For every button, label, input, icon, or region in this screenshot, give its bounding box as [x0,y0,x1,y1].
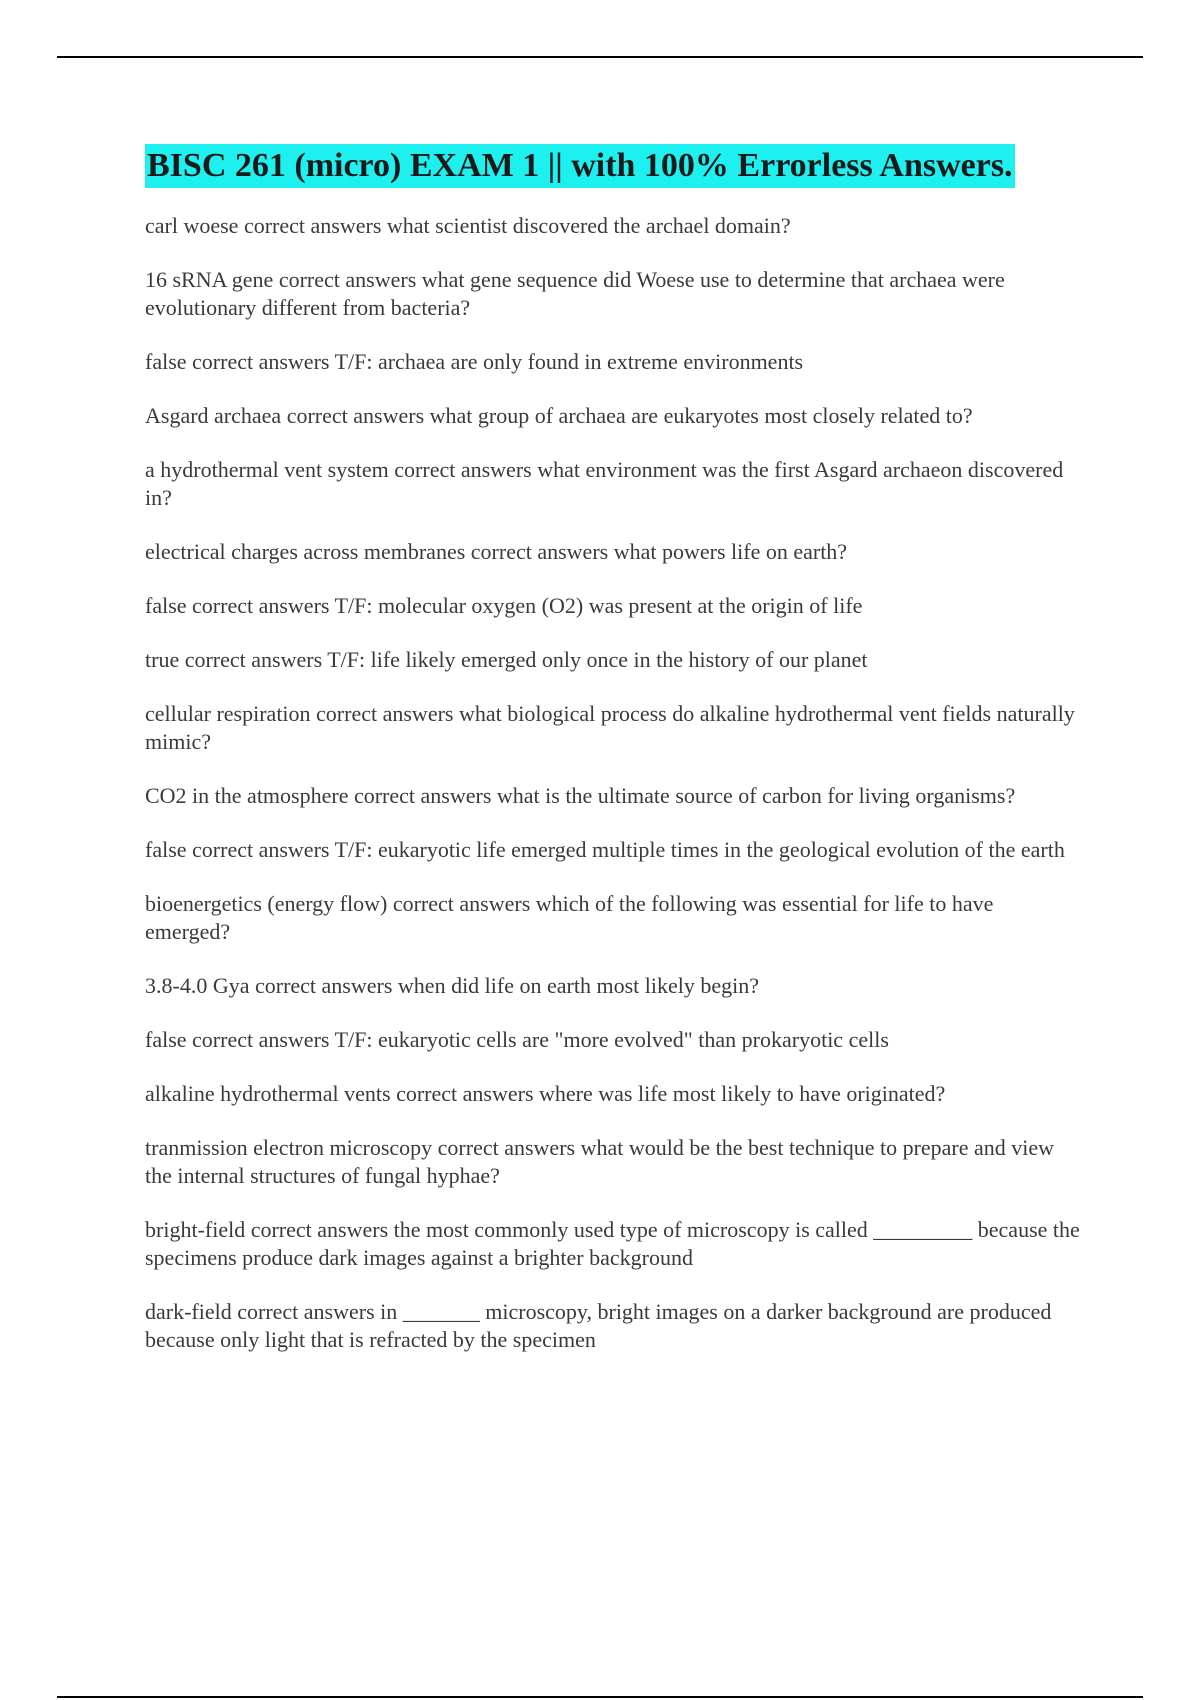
qa-answer: 16 sRNA gene [145,267,274,292]
qa-question: what powers life on earth? [613,539,848,564]
qa-item [145,1026,1080,1054]
qa-question: T/F: molecular oxygen (O2) was present at the origin of life [334,593,863,618]
qa-answer: false [145,837,187,862]
qa-question: what would be the best technique to prepare and view the internal structures of fungal hyphae? [145,1135,1055,1188]
qa-answer: carl woese [145,213,239,238]
document-title: BISC 261 (micro) EXAM 1 || with 100% Errorless Answers. [145,144,1015,188]
qa-answer: a hydrothermal vent system [145,457,389,482]
qa-question: what biological process do alkaline hydrothermal vent fields naturally mimic? [145,701,1075,754]
qa-item [145,538,1080,566]
qa-separator: correct answers [310,701,459,726]
qa-question: the most commonly used type of microscopy is called _________ because the specimens produce dark images against a brighter background [145,1217,1080,1270]
qa-separator: correct answers [273,267,422,292]
qa-answer: bioenergetics (energy flow) [145,891,388,916]
qa-item [145,646,1080,674]
qa-separator: correct answers [238,213,387,238]
qa-item [145,592,1080,620]
qa-question: what environment was the first Asgard archaeon discovered in? [145,457,1064,510]
qa-separator: correct answers [186,593,335,618]
qa-item [145,402,1080,430]
qa-answer: electrical charges across membranes [145,539,466,564]
qa-item [145,1216,1080,1272]
qa-item [145,972,1080,1000]
qa-item [145,266,1080,322]
qa-separator: correct answers [249,973,398,998]
qa-answer: false [145,1027,187,1052]
qa-separator: correct answers [281,403,430,428]
qa-item [145,700,1080,756]
qa-item [145,836,1080,864]
qa-item [145,782,1080,810]
title-block [145,144,1080,188]
qa-item [145,456,1080,512]
qa-item [145,212,1080,240]
qa-question: what is the ultimate source of carbon for living organisms? [496,783,1016,808]
qa-separator: correct answers [186,837,335,862]
qa-answer: Asgard archaea [145,403,282,428]
qa-item [145,1080,1080,1108]
qa-answer: true [145,647,180,672]
qa-question: T/F: eukaryotic cells are "more evolved" than prokaryotic cells [334,1027,889,1052]
qa-separator: correct answers [348,783,497,808]
footer-rule [57,1696,1143,1698]
qa-item [145,890,1080,946]
qa-question: T/F: life likely emerged only once in the history of our planet [327,647,868,672]
qa-answer: CO2 in the atmosphere [145,783,349,808]
qa-answer: cellular respiration [145,701,311,726]
header-rule [57,56,1143,58]
qa-answer: false [145,349,187,374]
qa-separator: correct answers [245,1217,394,1242]
qa-question: where was life most likely to have originated? [539,1081,946,1106]
qa-separator: correct answers [390,1081,540,1106]
qa-answer: false [145,593,187,618]
qa-separator: correct answers [465,539,614,564]
qa-question: in _______ microscopy, bright images on a darker background are produced because only light that is refracted by the specimen [145,1299,1052,1352]
qa-question: what group of archaea are eukaryotes most closely related to? [429,403,973,428]
qa-separator: correct answers [186,349,335,374]
qa-item [145,1298,1080,1354]
qa-answer: dark-field [145,1299,232,1324]
qa-answer: bright-field [145,1217,246,1242]
qa-answer: tranmission electron microscopy [145,1135,433,1160]
qa-question: what gene sequence did Woese use to determine that archaea were evolutionary different from bacteria? [145,267,1005,320]
qa-separator: correct answers [388,457,538,482]
qa-answer: alkaline hydrothermal vents [145,1081,391,1106]
qa-question: what scientist discovered the archael domain? [386,213,791,238]
qa-answer: 3.8-4.0 Gya [145,973,250,998]
qa-question: which of the following was essential for life to have emerged? [145,891,994,944]
qa-question: T/F: archaea are only found in extreme environments [334,349,804,374]
qa-separator: correct answers [186,1027,335,1052]
qa-separator: correct answers [179,647,328,672]
qa-question: when did life on earth most likely begin? [397,973,759,998]
qa-list [145,212,1080,1380]
qa-question: T/F: eukaryotic life emerged multiple times in the geological evolution of the earth [334,837,1065,862]
qa-item [145,348,1080,376]
qa-item [145,1134,1080,1190]
qa-separator: correct answers [387,891,536,916]
qa-separator: correct answers [432,1135,581,1160]
qa-separator: correct answers [231,1299,381,1324]
